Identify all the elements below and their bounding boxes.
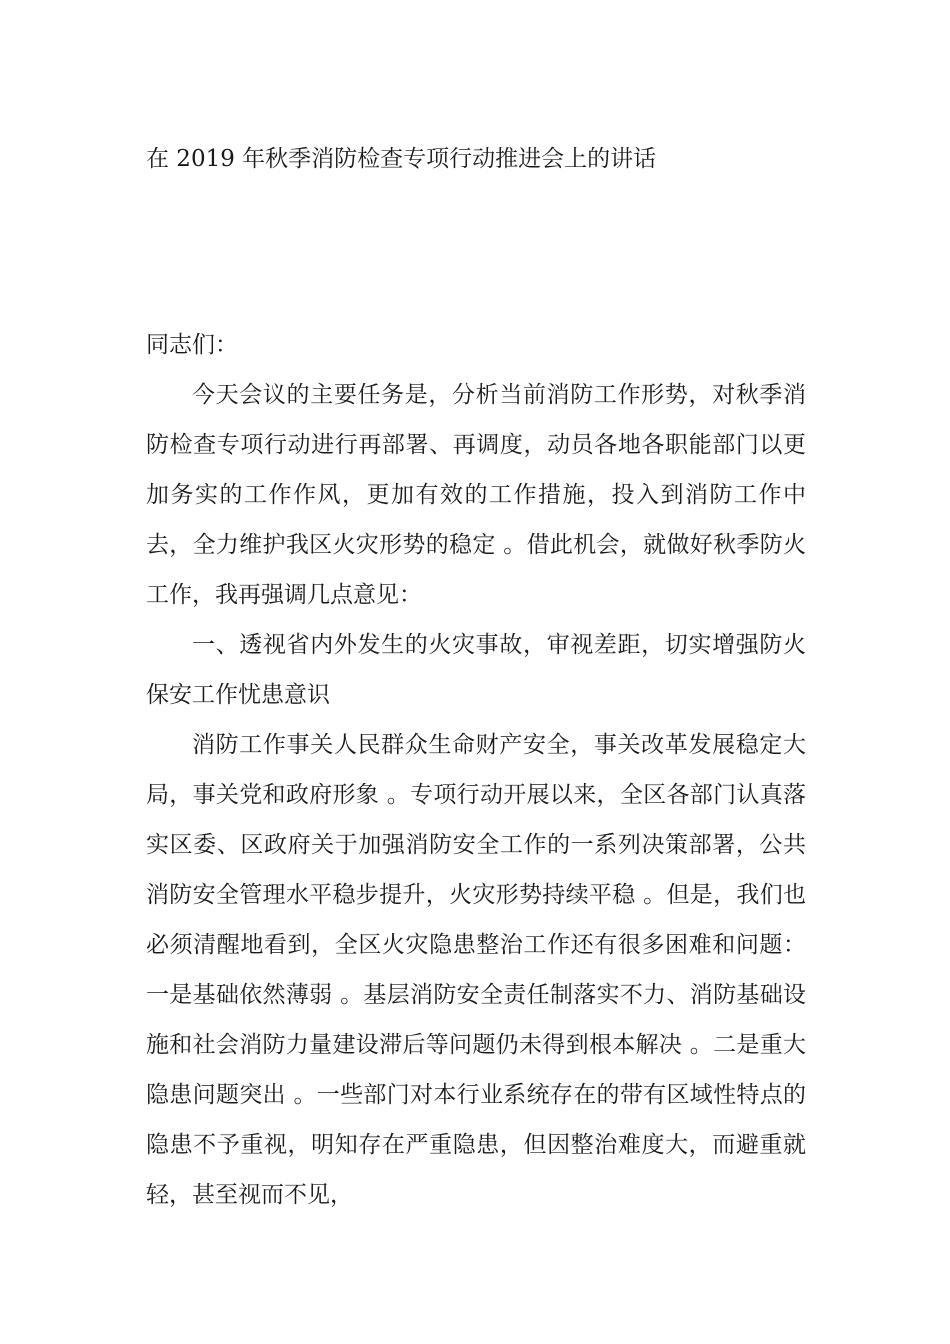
document-title: 在 2019 年秋季消防检查专项行动推进会上的讲话 (146, 146, 657, 172)
salutation: 同志们： (146, 332, 238, 358)
document-body (146, 320, 806, 1220)
paragraph-intro: 今天会议的主要任务是，分析当前消防工作形势，对秋季消防检查专项行动进行再部署、再调度，动员各地各职能部门以更加务实的工作作风，更加有效的工作措施，投入到消防工作中去，全力维护我区火灾形势的稳定 。借此机会，就做好秋季防火工作，我再强调几点意见： (146, 382, 806, 608)
section-heading-1: 一、透视省内外发生的火灾事故，审视差距，切实增强防火保安工作忧患意识 (146, 632, 806, 708)
paragraph-section-1: 消防工作事关人民群众生命财产安全，事关改革发展稳定大局，事关党和政府形象 。专项行动开展以来，全区各部门认真落实区委、区政府关于加强消防安全工作的一系列决策部署，公共消防安全管理水平稳步提升，火灾形势持续平稳 。但是，我们也必须清醒地看到，全区火灾隐患整治工作还有很多困难和问题：一是基础依然薄弱 。基层消防安全责任制落实不力、消防基础设施和社会消防力量建设滞后等问题仍未得到根本解决 。二是重大隐患问题突出 。一些部门对本行业系统存在的带有区域性特点的隐患不予重视，明知存在严重隐患，但因整治难度大，而避重就轻，甚至视而不见， (146, 732, 806, 1208)
